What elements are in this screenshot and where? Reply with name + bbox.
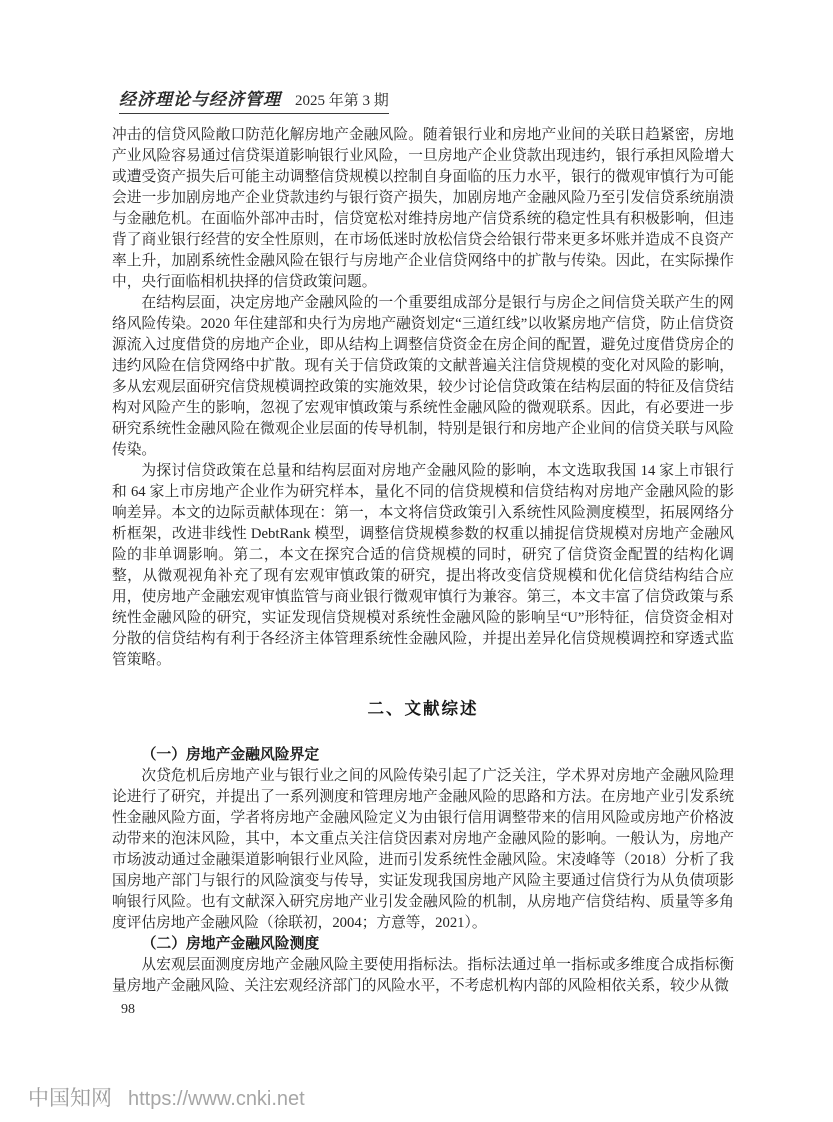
journal-name: 经济理论与经济管理 [119, 90, 281, 110]
text-block [112, 85, 734, 1018]
section-heading-literature-review: 二、文献综述 [367, 700, 479, 718]
page-number: 98 [121, 1002, 135, 1017]
subsection-heading-risk-measurement: （二）房地产金融风险测度 [141, 936, 320, 952]
cnki-url-label: https://www.cnki.net [128, 1088, 305, 1110]
cnki-watermark [28, 1082, 305, 1112]
paragraph-structure-level: 在结构层面，决定房地产金融风险的一个重要组成部分是银行与房企之间信贷关联产生的网络风险传染。2020 年住建部和央行为房地产融资划定“三道红线”以收紧房地产信贷，防止信贷资源流入过度借贷的房地产企业，即从结构上调整信贷资金在房企间的配置，避免过度借贷房企的违约风险在信贷网络中扩散。现有关于信贷政策的文献普遍关注信贷规模的变化对风险的影响，多从宏观层面研究信贷规模调控政策的实施效果，较少讨论信贷政策在结构层面的特征及信贷结构对风险产生的影响，忽视了宏观审慎政策与系统性金融风险的微观联系。因此，有必要进一步研究系统性金融风险在微观企业层面的传导机制，特别是银行和房地产企业间的信贷关联与风险传染。 [112, 295, 734, 458]
journal-issue: 2025 年第 3 期 [295, 93, 389, 109]
subsection-heading-risk-definition: （一）房地产金融风险界定 [141, 747, 320, 763]
cnki-brand-label: 中国知网 [28, 1087, 112, 1110]
paragraph-risk-measurement: 从宏观层面测度房地产金融风险主要使用指标法。指标法通过单一指标或多维度合成指标衡量房地产金融风险、关注宏观经济部门的风险水平，不考虑机构内部的风险相依关系，较少从微 [112, 957, 734, 994]
paragraph-risk-definition: 次贷危机后房地产业与银行业之间的风险传染引起了广泛关注，学术界对房地产金融风险理论进行了研究，并提出了一系列测度和管理房地产金融风险的思路和方法。在房地产业引发系统性金融风险方面，学者将房地产金融风险定义为由银行信用调整带来的信用风险或房地产价格波动带来的泡沫风险，其中，本文重点关注信贷因素对房地产金融风险的影响。一般认为，房地产市场波动通过金融渠道影响银行业风险，进而引发系统性金融风险。宋凌峰等（2018）分析了我国房地产部门与银行的风险演变与传导，实证发现我国房地产风险主要通过信贷行为从负债项影响银行风险。也有文献深入研究房地产业引发金融风险的机制，从房地产信贷结构、质量等多角度评估房地产金融风险（徐联初，2004；方意等，2021）。 [112, 768, 734, 931]
article-body [112, 125, 734, 1018]
paragraph-continuation: 冲击的信贷风险敞口防范化解房地产金融风险。随着银行业和房地产业间的关联日趋紧密，房地产业风险容易通过信贷渠道影响银行业风险，一旦房地产企业贷款出现违约，银行承担风险增大或遭受资产损失后可能主动调整信贷规模以控制自身面临的压力水平，银行的微观审慎行为可能会进一步加剧房地产企业贷款违约与银行资产损失，加剧房地产金融风险乃至引发信贷系统崩溃与金融危机。在面临外部冲击时，信贷宽松对维持房地产信贷系统的稳定性具有积极影响，但违背了商业银行经营的安全性原则，在市场低迷时放松信贷会给银行带来更多坏账并造成不良资产率上升，加剧系统性金融风险在银行与房地产企业信贷网络中的扩散与传染。因此，在实际操作中，央行面临相机抉择的信贷政策问题。 [112, 127, 734, 290]
paragraph-contributions: 为探讨信贷政策在总量和结构层面对房地产金融风险的影响，本文选取我国 14 家上市银行和 64 家上市房地产企业作为研究样本，量化不同的信贷规模和信贷结构对房地产金融风险的影响差异。本文的边际贡献体现在：第一，本文将信贷政策引入系统性风险测度模型，拓展网络分析框架，改进非线性 DebtRank 模型，调整信贷规模参数的权重以捕捉信贷规模对房地产金融风险的非单调影响。第二，本文在探究合适的信贷规模的同时，研究了信贷资金配置的结构化调整，从微观视角补充了现有宏观审慎政策的研究，提出将改变信贷规模和优化信贷结构结合应用，使房地产金融宏观审慎监管与商业银行微观审慎行为兼容。第三，本文丰富了信贷政策与系统性金融风险的研究，实证发现信贷规模对系统性金融风险的影响呈“U”形特征，信贷资金相对分散的信贷结构有利于各经济主体管理系统性金融风险，并提出差异化信贷规模调控和穿透式监管策略。 [112, 463, 734, 668]
journal-header [119, 85, 389, 114]
